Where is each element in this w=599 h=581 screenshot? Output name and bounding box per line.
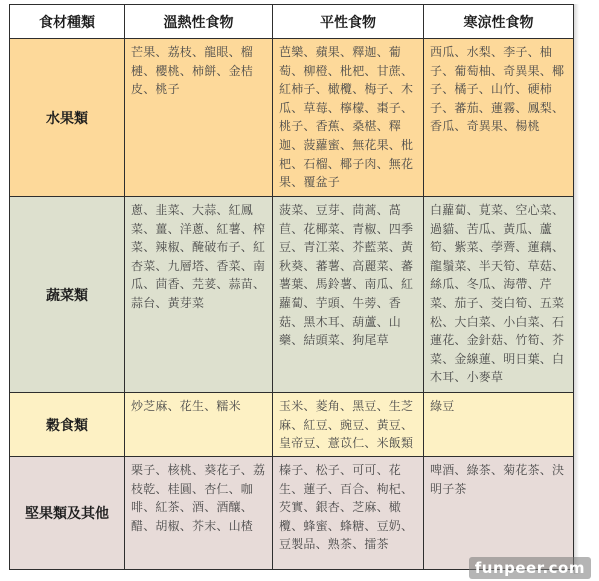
table-row-grain xyxy=(10,393,574,457)
neutral-foods-cell: 玉米、菱角、黑豆、生芝麻、紅豆、豌豆、黃豆、皇帝豆、薏苡仁、米飯類 xyxy=(273,393,424,457)
header-cool: 寒涼性食物 xyxy=(424,5,574,39)
neutral-foods-cell: 榛子、松子、可可、花生、蓮子、百合、枸杞、芡實、銀杏、芝麻、橄欖、蜂蜜、蜂糖、豆奶、豆製品、熟茶、擂茶 xyxy=(273,457,424,570)
cool-foods-cell: 白蘿蔔、莧菜、空心菜、過貓、苦瓜、黃瓜、蘆筍、紫菜、荸薺、蓮藕、龍鬚菜、半天筍、草菇、絲瓜、冬瓜、海帶、芹菜、茄子、茭白筍、五菜松、大白菜、小白菜、石蓮花、金針菇、竹筍、芥菜、金線蓮、明日葉、白木耳、小麥草 xyxy=(424,197,574,393)
table-row-vegetable xyxy=(10,197,574,393)
page-shadow xyxy=(574,4,579,574)
watermark: funpeer.com xyxy=(469,557,591,579)
warm-foods-cell: 芒果、荔枝、龍眼、榴槤、櫻桃、柿餅、金桔皮、桃子 xyxy=(125,39,273,197)
category-cell: 堅果類及其他 xyxy=(10,457,125,570)
food-nature-table xyxy=(9,4,574,570)
warm-foods-cell: 栗子、核桃、葵花子、荔枝乾、桂圓、杏仁、咖啡、紅茶、酒、酒釀、醋、胡椒、芥末、山楂 xyxy=(125,457,273,570)
header-row xyxy=(10,5,574,39)
cool-foods-cell: 綠豆 xyxy=(424,393,574,457)
table-row-fruit xyxy=(10,39,574,197)
neutral-foods-cell: 芭樂、蘋果、釋迦、葡萄、柳橙、枇杷、甘蔗、紅柿子、橄欖、梅子、木瓜、草莓、檸檬、棗子、桃子、香蕉、桑椹、釋迦、菠蘿蜜、無花果、枇杷、石榴、椰子肉、無花果、覆盆子 xyxy=(273,39,424,197)
warm-foods-cell: 蔥、韭菜、大蒜、紅鳳菜、薑、洋蔥、紅薯、榨菜、辣椒、醃破布子、紅杏菜、九層塔、香菜、南瓜、茴香、芫荽、蒜苗、蒜台、黃芽菜 xyxy=(125,197,273,393)
header-category: 食材種類 xyxy=(10,5,125,39)
header-warm: 溫熱性食物 xyxy=(125,5,273,39)
cool-foods-cell: 啤酒、綠茶、菊花茶、決明子茶 xyxy=(424,457,574,570)
category-cell: 水果類 xyxy=(10,39,125,197)
warm-foods-cell: 炒芝麻、花生、糯米 xyxy=(125,393,273,457)
table-row-nut xyxy=(10,457,574,570)
header-neutral: 平性食物 xyxy=(273,5,424,39)
category-cell: 穀食類 xyxy=(10,393,125,457)
cool-foods-cell: 西瓜、水梨、李子、柚子、葡萄柚、奇異果、椰子、橘子、山竹、硬柿子、蕃茄、蓮霧、鳳梨、香瓜、奇異果、楊桃 xyxy=(424,39,574,197)
neutral-foods-cell: 菠菜、豆芽、茼蒿、萵苣、花椰菜、青椒、四季豆、青江菜、芥藍菜、黃秋葵、蕃薯、高麗菜、蕃薯葉、馬鈴薯、南瓜、紅蘿蔔、芋頭、牛蒡、香菇、黑木耳、葫蘆、山藥、結頭菜、狗尾草 xyxy=(273,197,424,393)
category-cell: 蔬菜類 xyxy=(10,197,125,393)
